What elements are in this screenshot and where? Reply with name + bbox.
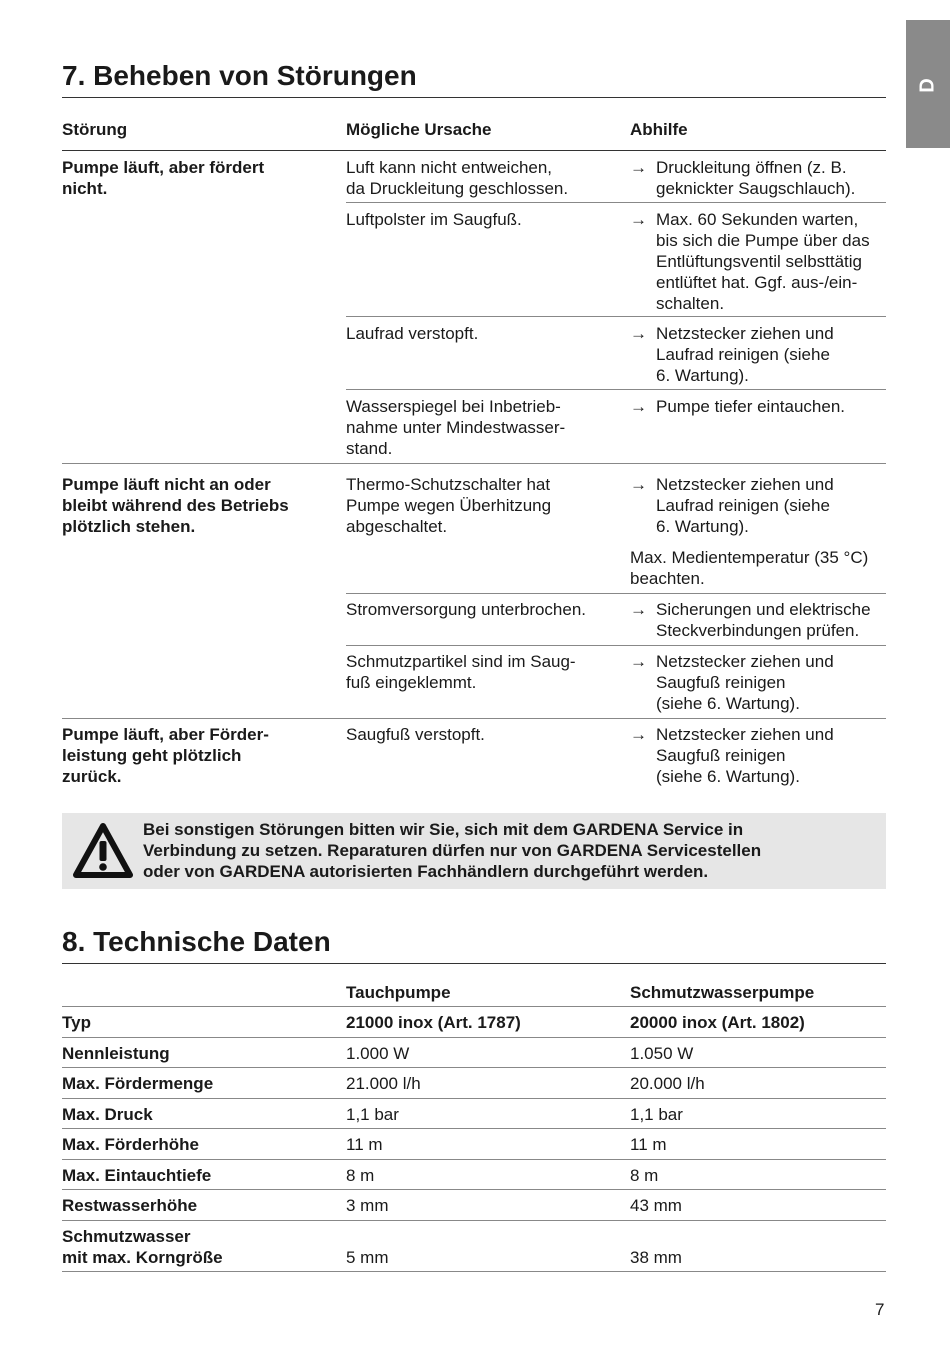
- tech-label-foerdermenge: Max. Fördermenge: [62, 1074, 214, 1093]
- cause-3: Laufrad verstopft.: [346, 324, 479, 343]
- remedy-8-text: Netzstecker ziehen und Saugfuß reinigen (siehe 6. Wartung).: [656, 725, 834, 786]
- language-tab: [906, 20, 950, 148]
- tech-value: 21000 inox (Art. 1787): [346, 1013, 521, 1032]
- warning-text: Bei sonstigen Störungen bitten wir Sie, sich mit dem GARDENA Service in Verbindung zu setzen. Reparaturen dürfen nur von GARDENA Servicestellen oder von GARDENA autorisierten Fachhändlern durchgeführt werden.: [143, 820, 762, 881]
- tech-value: 11 m: [630, 1135, 667, 1154]
- remedy-4: [630, 396, 845, 417]
- tech-value: 1.000 W: [346, 1044, 410, 1063]
- row-separator: [62, 1189, 886, 1190]
- row-separator: [62, 1067, 886, 1068]
- tech-value: 1,1 bar: [346, 1105, 399, 1124]
- tech-value: 1.050 W: [630, 1044, 694, 1063]
- arrow-icon: →: [630, 600, 647, 619]
- row-separator: [346, 593, 886, 594]
- arrow-icon: →: [630, 475, 647, 494]
- arrow-icon: →: [630, 652, 647, 671]
- tech-value: 20000 inox (Art. 1802): [630, 1013, 805, 1032]
- row-separator: [62, 1128, 886, 1129]
- page-number: 7: [875, 1300, 885, 1319]
- arrow-icon: →: [630, 725, 647, 744]
- fault-3: Pumpe läuft, aber Förder- leistung geht plötzlich zurück.: [62, 725, 269, 786]
- remedy-1-text: Druckleitung öffnen (z. B. geknickter Saugschlauch).: [656, 158, 856, 198]
- row-separator: [62, 1006, 886, 1007]
- cause-2: Luftpolster im Saugfuß.: [346, 210, 522, 229]
- row-separator: [346, 202, 886, 203]
- row-separator: [346, 389, 886, 390]
- remedy-2: [630, 209, 870, 314]
- tech-value: 20.000 l/h: [630, 1074, 705, 1093]
- arrow-icon: →: [630, 210, 647, 229]
- section-7-title: 7. Beheben von Störungen: [62, 60, 417, 91]
- section-8-title: 8. Technische Daten: [62, 926, 331, 957]
- header-ursache: Mögliche Ursache: [346, 120, 492, 139]
- cause-8: Saugfuß verstopft.: [346, 725, 485, 744]
- row-separator: [62, 1220, 886, 1221]
- row-separator: [62, 1271, 886, 1272]
- arrow-icon: →: [630, 158, 647, 177]
- warning-triangle-icon: [72, 821, 134, 881]
- cause-6: Stromversorgung unterbrochen.: [346, 600, 587, 619]
- tech-value: 1,1 bar: [630, 1105, 683, 1124]
- remedy-4-text: Pumpe tiefer eintauchen.: [656, 397, 846, 416]
- tech-label-druck: Max. Druck: [62, 1105, 153, 1124]
- row-separator: [346, 645, 886, 646]
- remedy-8: [630, 724, 834, 787]
- remedy-5-text: Netzstecker ziehen und Laufrad reinigen (siehe 6. Wartung).: [656, 475, 834, 536]
- tech-label-typ: Typ: [62, 1013, 91, 1032]
- tech-value: 3 mm: [346, 1196, 389, 1215]
- row-separator: [346, 316, 886, 317]
- group-separator: [62, 463, 886, 464]
- title-rule: [62, 963, 886, 964]
- arrow-icon: →: [630, 397, 647, 416]
- remedy-6-text: Sicherungen und elektrische Steckverbindungen prüfen.: [656, 600, 871, 640]
- header-abhilfe: Abhilfe: [630, 120, 688, 139]
- remedy-1: [630, 157, 855, 199]
- remedy-2-text: Max. 60 Sekunden warten, bis sich die Pumpe über das Entlüftungsventil selbsttätig entlüftet hat. Ggf. aus-/ein- schalten.: [656, 210, 870, 313]
- remedy-3-text: Netzstecker ziehen und Laufrad reinigen (siehe 6. Wartung).: [656, 324, 834, 385]
- cause-7: Schmutzpartikel sind im Saug- fuß eingeklemmt.: [346, 652, 576, 692]
- remedy-7-text: Netzstecker ziehen und Saugfuß reinigen (siehe 6. Wartung).: [656, 652, 834, 713]
- language-tab-label: D: [916, 78, 939, 93]
- tech-value: 21.000 l/h: [346, 1074, 421, 1093]
- cause-5: Thermo-Schutzschalter hat Pumpe wegen Überhitzung abgeschaltet.: [346, 475, 552, 536]
- header-stoerung: Störung: [62, 120, 128, 139]
- tech-value: 38 mm: [630, 1248, 682, 1267]
- remedy-5: [630, 474, 834, 537]
- col-header-tauchpumpe: Tauchpumpe: [346, 983, 451, 1002]
- tech-label-korngroesse: Schmutzwasser mit max. Korngröße: [62, 1227, 223, 1267]
- title-rule: [62, 97, 886, 98]
- tech-label-nennleistung: Nennleistung: [62, 1044, 170, 1063]
- col-header-schmutzwasserpumpe: Schmutzwasserpumpe: [630, 983, 815, 1002]
- tech-value: 8 m: [346, 1166, 375, 1185]
- tech-label-foerderhoehe: Max. Förderhöhe: [62, 1135, 199, 1154]
- arrow-icon: →: [630, 324, 647, 343]
- header-rule: [62, 150, 886, 151]
- cause-4: Wasserspiegel bei Inbetrieb- nahme unter Mindestwasser- stand.: [346, 397, 566, 458]
- tech-value: 5 mm: [346, 1248, 389, 1267]
- row-separator: [62, 1037, 886, 1038]
- row-separator: [62, 1159, 886, 1160]
- fault-2: Pumpe läuft nicht an oder bleibt während des Betriebs plötzlich stehen.: [62, 475, 289, 536]
- tech-label-eintauchtiefe: Max. Eintauchtiefe: [62, 1166, 212, 1185]
- remedy-6: [630, 599, 871, 641]
- row-separator: [62, 1098, 886, 1099]
- cause-1: Luft kann nicht entweichen, da Druckleitung geschlossen.: [346, 158, 569, 198]
- tech-label-restwasserhoehe: Restwasserhöhe: [62, 1196, 198, 1215]
- remedy-7: [630, 651, 834, 714]
- tech-value: 43 mm: [630, 1196, 682, 1215]
- group-separator: [62, 718, 886, 719]
- fault-1: Pumpe läuft, aber fördert nicht.: [62, 158, 265, 198]
- remedy-3: [630, 323, 834, 386]
- remedy-5-note: Max. Medientemperatur (35 °C) beachten.: [630, 548, 869, 588]
- tech-value: 8 m: [630, 1166, 659, 1185]
- warning-box: [62, 813, 886, 889]
- tech-value: 11 m: [346, 1135, 383, 1154]
